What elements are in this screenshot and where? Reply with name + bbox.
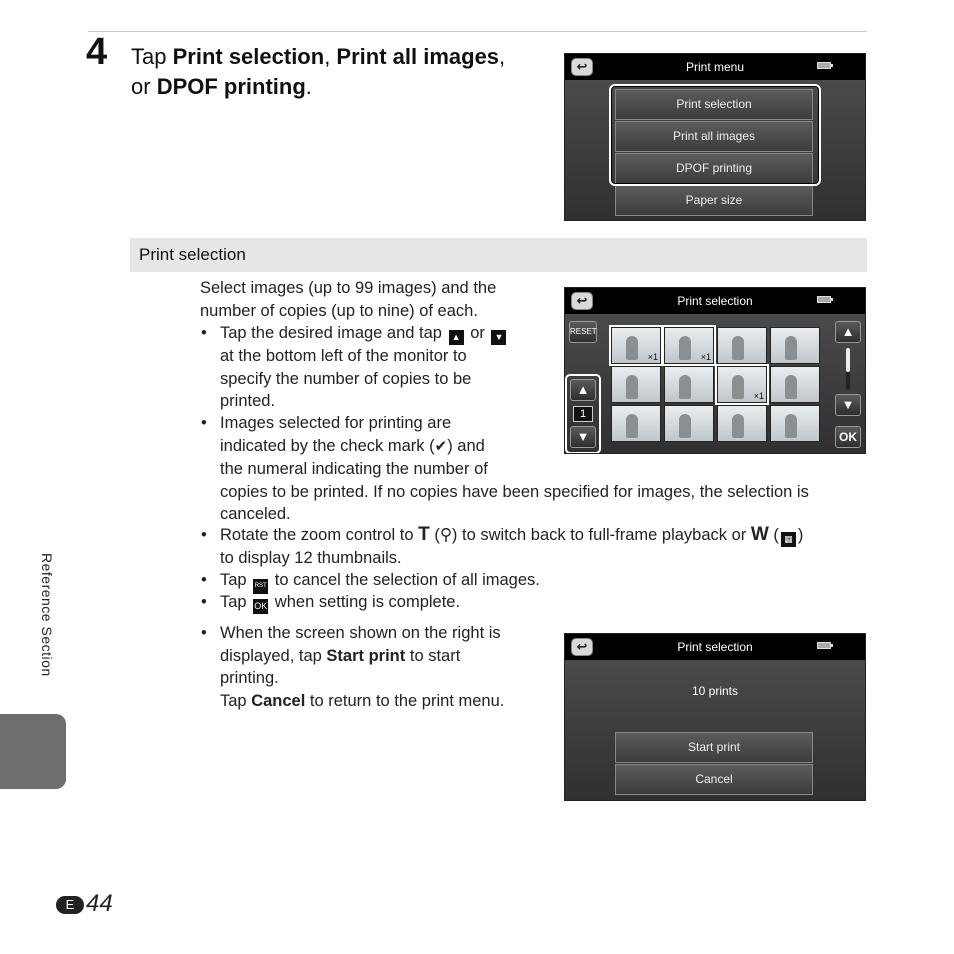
page-number: E 44	[56, 890, 113, 918]
section-heading: Print selection	[130, 238, 867, 272]
menu-item-paper-size[interactable]: Paper size	[615, 185, 813, 216]
bullet-ok: • Tap OK when setting is complete.	[201, 591, 821, 614]
menu-highlight	[609, 84, 821, 186]
scrollbar-thumb[interactable]	[846, 348, 850, 372]
ok-icon: OK	[253, 599, 268, 614]
thumbnail[interactable]: ×1	[611, 327, 661, 364]
copies-up-button[interactable]: ▲	[570, 379, 596, 401]
scroll-down-button[interactable]: ▼	[835, 394, 861, 416]
cancel-button[interactable]: Cancel	[615, 764, 813, 795]
ok-button[interactable]: OK	[835, 426, 861, 448]
battery-icon	[817, 62, 831, 69]
bullet-select-copies: • Tap the desired image and tap ▲ or ▼ at the bottom left of the monitor to specify the number of copies to be printed.	[201, 322, 541, 413]
menu-item-print-all-images[interactable]: Print all images	[615, 121, 813, 152]
thumbnail[interactable]	[717, 405, 767, 442]
reset-button[interactable]: RESET	[569, 321, 597, 343]
scroll-up-button[interactable]: ▲	[835, 321, 861, 343]
scrollbar[interactable]	[846, 348, 850, 390]
up-arrow-icon: ▲	[449, 330, 464, 345]
print-selection-screen	[564, 287, 866, 454]
battery-icon	[817, 296, 831, 303]
dpof-printing-term: DPOF printing	[156, 74, 306, 99]
thumbnail[interactable]	[770, 327, 820, 364]
back-icon[interactable]: ↩	[571, 292, 593, 310]
copies-down-button[interactable]: ▼	[570, 426, 596, 448]
bullet-zoom-control: • Rotate the zoom control to T (⚲) to switch back to full-frame playback or W ( ▦ ) to display 12 thumbnails.	[201, 524, 804, 567]
thumbnail[interactable]	[664, 405, 714, 442]
back-icon[interactable]: ↩	[571, 58, 593, 76]
bullet-check-mark: • Images selected for printing are indicated by the check mark (✔) and the numeral indicating the number of copies to be printed. If no copies have been specified for images, the selection is canceled.	[201, 414, 809, 523]
bullet-start-print: • When the screen shown on the right is displayed, tap Start print to start printing. Tap Cancel to return to the print menu.	[201, 624, 505, 710]
screen-title: Print selection	[677, 294, 753, 308]
thumbnail-grid-icon: ▦	[781, 532, 796, 547]
step-number: 4	[86, 31, 108, 73]
print-confirm-screen	[564, 633, 866, 801]
start-print-button[interactable]: Start print	[615, 732, 813, 763]
thumbnail[interactable]: ×1	[717, 366, 767, 403]
battery-icon	[817, 642, 831, 649]
screen-title: Print selection	[677, 640, 753, 654]
reset-icon: RST	[253, 579, 268, 594]
bullet-reset: • Tap RST to cancel the selection of all images.	[201, 569, 821, 594]
thumbnail[interactable]	[611, 405, 661, 442]
print-menu-screen	[564, 53, 866, 221]
step-instruction: Tap Print selection, Print all images, or DPOF printing.	[131, 44, 506, 99]
down-arrow-icon: ▼	[491, 330, 506, 345]
screen-title: Print menu	[685, 60, 745, 74]
zoom-magnifier-icon: ⚲	[439, 526, 452, 544]
prints-count: 10 prints	[691, 684, 739, 698]
thumbnail[interactable]	[770, 366, 820, 403]
menu-item-dpof-printing[interactable]: DPOF printing	[615, 153, 813, 184]
thumbnail[interactable]: ×1	[664, 327, 714, 364]
print-all-images-term: Print all images	[336, 44, 500, 69]
copies-value: 1	[573, 406, 593, 422]
thumbnail[interactable]	[664, 366, 714, 403]
thumbnail[interactable]	[770, 405, 820, 442]
thumbnail[interactable]	[611, 366, 661, 403]
thumbnail[interactable]	[717, 327, 767, 364]
menu-item-print-selection[interactable]: Print selection	[615, 89, 813, 120]
top-rule	[88, 31, 867, 32]
print-selection-term: Print selection	[172, 44, 325, 69]
check-mark-icon: ✔	[434, 437, 448, 455]
reference-e-icon: E	[56, 896, 84, 914]
intro-text: Select images (up to 99 images) and the number of copies (up to nine) of each.	[200, 279, 497, 320]
section-side-label: Reference Section	[39, 553, 55, 677]
section-tab	[0, 714, 66, 789]
back-icon[interactable]: ↩	[571, 638, 593, 656]
